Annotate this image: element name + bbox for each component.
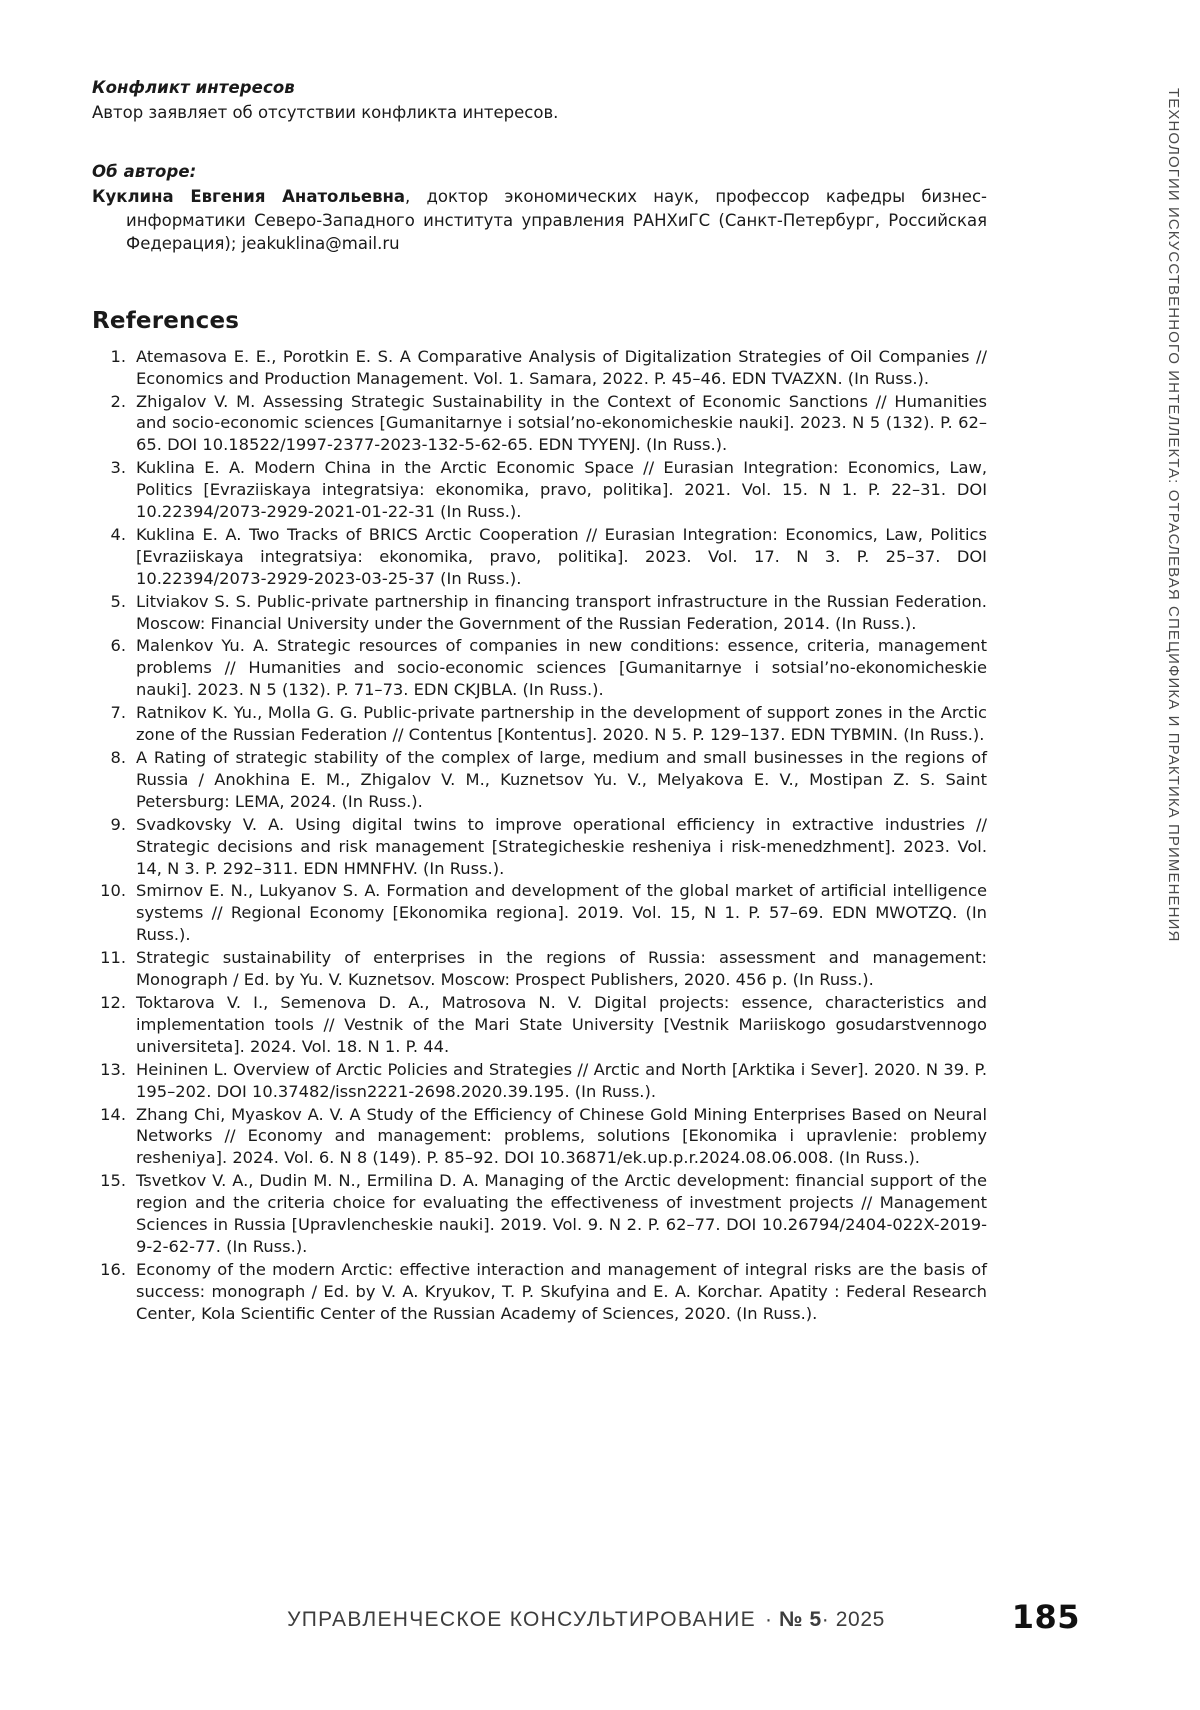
footer-issue-number: № 5 [779, 1608, 822, 1631]
reference-item: Kuklina E. A. Two Tracks of BRICS Arctic Cooperation // Eurasian Integration: Economics, Law, Politics [Evraziiskaya integratsiya: ekonomika, pravo, politika]. 2023. Vol. 17. N 3. P. 25–37. DOI 10.22394/2073-2929-2023-03-25-37 (In Russ.). [136, 524, 987, 588]
reference-item: Heininen L. Overview of Arctic Policies and Strategies // Arctic and North [Arktika i Sever]. 2020. N 39. P. 195–202. DOI 10.37482/issn2221-2698.2020.39.195. (In Russ.). [136, 1059, 987, 1101]
side-running-header: ТЕХНОЛОГИИ ИСКУССТВЕННОГО ИНТЕЛЛЕКТА: ОТРАСЛЕВАЯ СПЕЦИФИКА И ПРАКТИКА ПРИМЕНЕНИЯ [1165, 88, 1182, 943]
footer-inner [92, 1598, 1080, 1636]
spacer [92, 124, 987, 162]
footer-year: 2025 [835, 1608, 885, 1631]
reference-item: Strategic sustainability of enterprises in the regions of Russia: assessment and management: Monograph / Ed. by Yu. V. Kuznetsov. Moscow: Prospect Publishers, 2020. 456 p. (In Russ.). [136, 948, 987, 990]
reference-item: Tsvetkov V. A., Dudin M. N., Ermilina D. A. Managing of the Arctic development: financial support of the region and the criteria choice for evaluating the effectiveness of investment projects // Management Sciences in Russia [Upravlencheskie nauki]. 2019. Vol. 9. N 2. P. 62–77. DOI 10.26794/2404-022X-2019-9-2-62-77. (In Russ.). [136, 1171, 987, 1256]
page-number: 185 [1011, 1598, 1080, 1636]
reference-item: Smirnov E. N., Lukyanov S. A. Formation and development of the global market of artificial intelligence systems // Regional Economy [Ekonomika regiona]. 2019. Vol. 15, N 1. P. 57–69. EDN MWOTZQ. (In Russ.). [136, 881, 987, 945]
reference-item: Toktarova V. I., Semenova D. A., Matrosova N. V. Digital projects: essence, characteristics and implementation tools // Vestnik of the Mari State University [Vestnik Mariiskogo gosudarstvennogo universiteta]. 2024. Vol. 18. N 1. P. 44. [136, 992, 987, 1056]
footer-dot: · [821, 1608, 830, 1631]
reference-item: Litviakov S. S. Public-private partnership in financing transport infrastructure in the Russian Federation. Moscow: Financial University under the Government of the Russian Federation, 2014. (In Russ.). [136, 591, 987, 633]
reference-item: Malenkov Yu. A. Strategic resources of companies in new conditions: essence, criteria, management problems // Humanities and socio-economic sciences [Gumanitarnye i sotsial’no-ekonomicheskie nauki]. 2023. N 5 (132). P. 71–73. EDN CKJBLA. (In Russ.). [136, 636, 987, 700]
reference-item: Svadkovsky V. A. Using digital twins to improve operational efficiency in extractive industries // Strategic decisions and risk management [Strategicheskie resheniya i risk-menedzhment]. 2023. Vol. 14, N 3. P. 292–311. EDN HMNFHV. (In Russ.). [136, 814, 987, 878]
footer-issue [765, 1608, 885, 1632]
about-author-section [92, 162, 987, 255]
reference-item: Atemasova E. E., Porotkin E. S. A Comparative Analysis of Digitalization Strategies of Oil Companies // Economics and Production Management. Vol. 1. Samara, 2022. P. 45–46. EDN TVAZXN. (In Russ.). [136, 346, 987, 388]
about-author-body [92, 185, 987, 255]
author-details: , доктор экономических наук, профессор кафедры бизнес-информатики Северо-Западного института управления РАНХиГС (Санкт-Петербург, Российская Федерация); jeakuklina@mail.ru [126, 187, 987, 254]
reference-item: Zhigalov V. M. Assessing Strategic Sustainability in the Context of Economic Sanctions // Humanities and socio-economic sciences [Gumanitarnye i sotsial’no-ekonomicheskie nauki]. 2023. N 5 (132). P. 62–65. DOI 10.18522/1997-2377-2023-132-5-62-65. EDN TYYENJ. (In Russ.). [136, 391, 987, 455]
reference-item: Economy of the modern Arctic: effective interaction and management of integral risks are the basis of success: monograph / Ed. by V. A. Kryukov, T. P. Skufyina and E. A. Korchar. Apatity : Federal Research Center, Kola Scientific Center of the Russian Academy of Sciences, 2020. (In Russ.). [136, 1259, 987, 1323]
page-content [92, 78, 987, 1326]
author-name: Куклина Евгения Анатольевна [92, 187, 406, 207]
reference-item: Kuklina E. A. Modern China in the Arctic Economic Space // Eurasian Integration: Economics, Law, Politics [Evraziiskaya integratsiya: ekonomika, pravo, politika]. 2021. Vol. 15. N 1. P. 22–31. DOI 10.22394/2073-2929-2021-01-22-31 (In Russ.). [136, 458, 987, 522]
about-author-title: Об авторе: [92, 162, 197, 182]
conflict-of-interest-title: Конфликт интересов [92, 78, 295, 97]
conflict-of-interest-text: Автор заявляет об отсутствии конфликта интересов. [92, 103, 559, 122]
reference-item: A Rating of strategic stability of the complex of large, medium and small businesses in the regions of Russia / Anokhina E. M., Zhigalov V. M., Kuznetsov Yu. V., Melyakova E. V., Mostipan Z. S. Saint Petersburg: LEMA, 2024. (In Russ.). [136, 748, 987, 811]
references-heading: References [92, 307, 240, 334]
page-footer [92, 1598, 1080, 1636]
reference-item: Ratnikov K. Yu., Molla G. G. Public-private partnership in the development of support zones in the Arctic zone of the Russian Federation // Contentus [Kontentus]. 2020. N 5. P. 129–137. EDN TYBMIN. (In Russ.). [136, 703, 987, 745]
footer-separator-dot: · [764, 1608, 773, 1631]
reference-item: Zhang Chi, Myaskov A. V. A Study of the Efficiency of Chinese Gold Mining Enterprises Based on Neural Networks // Economy and management: problems, solutions [Ekonomika i upravlenie: problemy resheniya]. 2024. Vol. 6. N 8 (149). P. 85–92. DOI 10.36871/ek.up.p.r.2024.08.06.008. (In Russ.). [136, 1104, 987, 1168]
footer-journal-title: УПРАВЛЕНЧЕСКОЕ КОНСУЛЬТИРОВАНИЕ [287, 1608, 756, 1631]
references-list [92, 346, 987, 1325]
conflict-of-interest-section [92, 78, 987, 124]
